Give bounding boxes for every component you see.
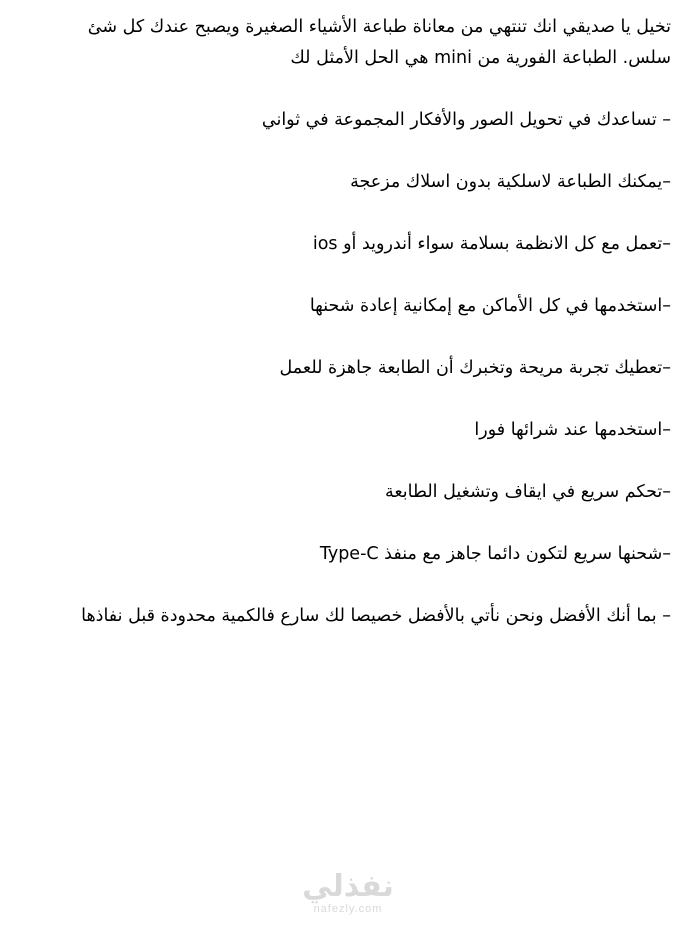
point-portable-recharge: –استخدمها في كل الأماكن مع إمكانية إعادة شحنها	[309, 296, 671, 316]
point-wireless-printing: –يمكنك الطباعة لاسلكية بدون اسلاك مزعجة	[350, 172, 671, 192]
intro-paragraph: تخيل يا صديقي انك تنتهي من معاناة طباعة الأشياء الصغيرة ويصبح عندك كل شئ سلس. الطباعة الفورية من mini هي الحل الأمثل لك	[87, 17, 671, 68]
point-ready-indicator: –تعطيك تجربة مريحة وتخبرك أن الطابعة جاهزة للعمل	[279, 358, 671, 378]
nafezly-watermark	[300, 869, 396, 915]
point-limited-offer: – بما أنك الأفضل ونحن نأتي بالأفضل خصيصا لك سارع فالكمية محدودة قبل نفاذها	[81, 606, 671, 626]
point-os-compatibility: –تعمل مع كل الانظمة بسلامة سواء أندرويد أو ios	[312, 234, 671, 254]
point-power-control: –تحكم سريع في ايقاف وتشغيل الطابعة	[384, 482, 671, 502]
watermark-site: nafezly.com	[313, 903, 383, 915]
point-fast-charging: –شحنها سريع لتكون دائما جاهز مع منفذ Type-C	[319, 544, 671, 564]
point-photo-conversion: – تساعدك في تحويل الصور والأفكار المجموعة في ثواني	[261, 110, 671, 130]
document-body	[40, 12, 671, 663]
watermark-logo: نفذلي	[302, 869, 394, 904]
point-use-immediately: –استخدمها عند شرائها فورا	[474, 420, 671, 440]
